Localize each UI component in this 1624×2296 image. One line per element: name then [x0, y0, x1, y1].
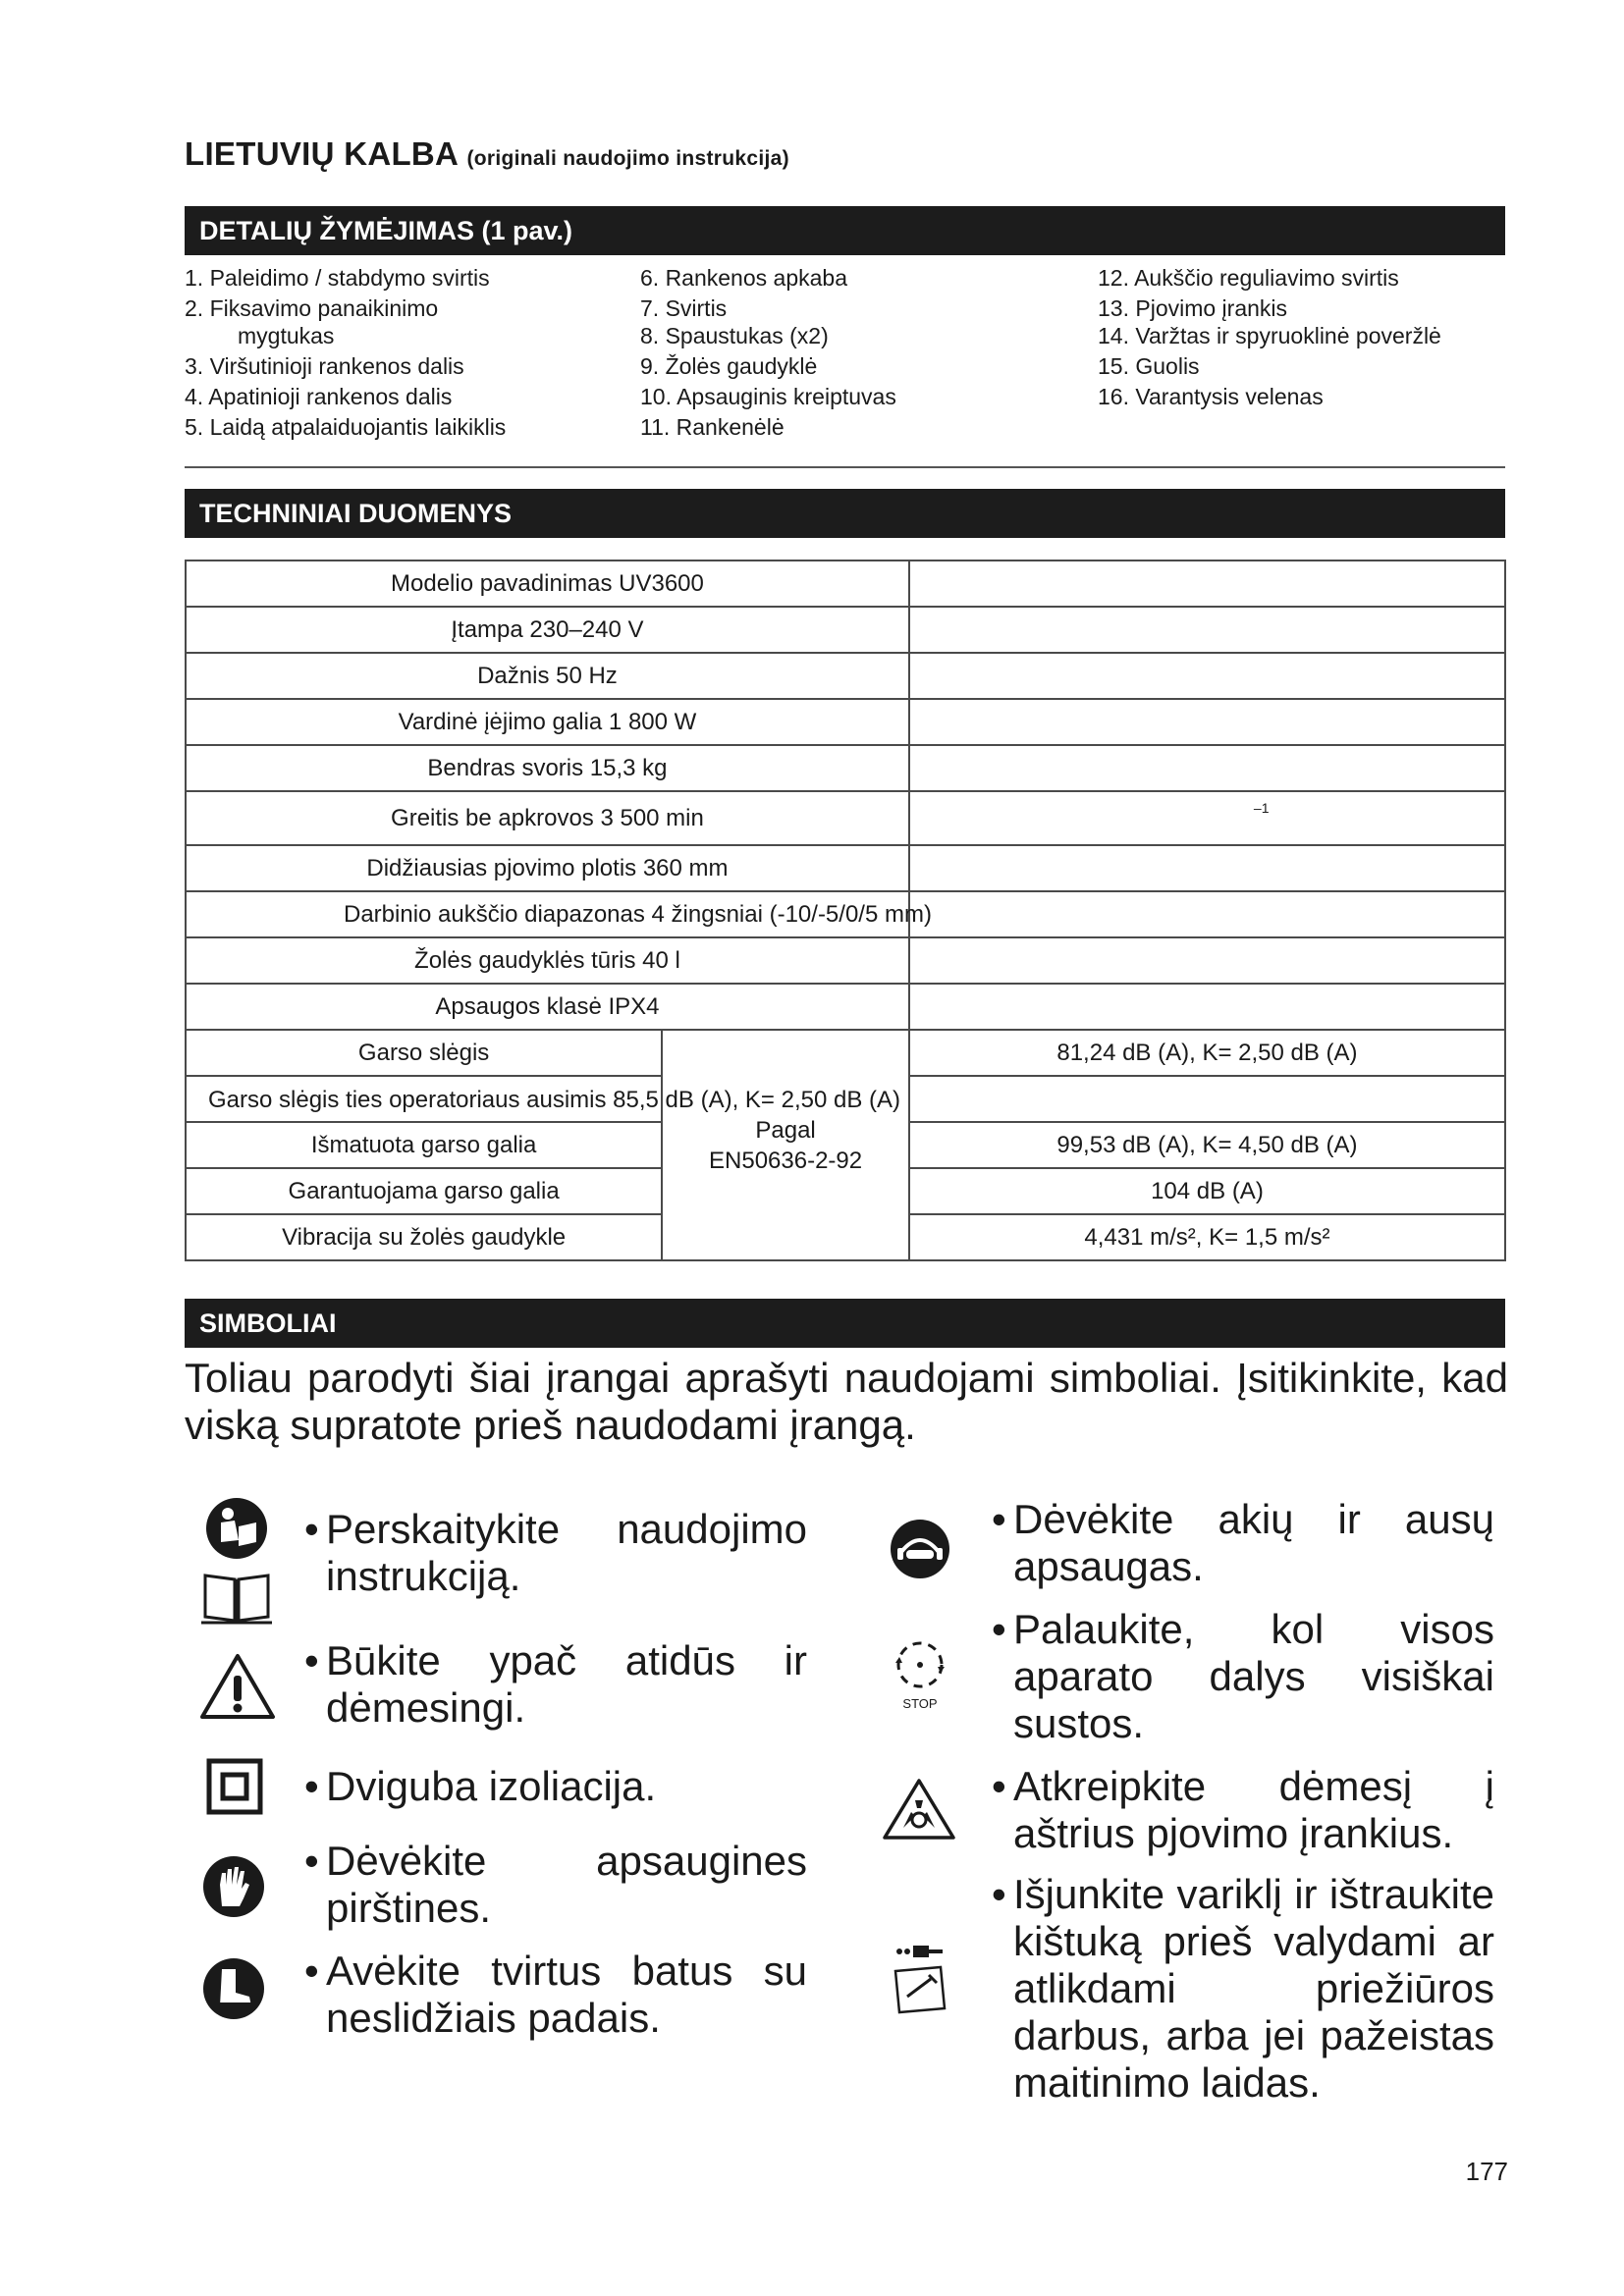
boots-icon	[202, 1957, 265, 2020]
warning-triangle-icon	[199, 1652, 276, 1721]
noise-label: Garantuojama garso galia	[186, 1168, 662, 1214]
symbol-caution	[295, 1637, 807, 1732]
noise-value: 81,24 dB (A), K= 2,50 dB (A)	[909, 1030, 1505, 1076]
symbol-boots	[295, 1948, 807, 2042]
language-subtitle: (originali naudojimo instrukcija)	[466, 147, 789, 170]
symbol-text: Dviguba izoliacija.	[326, 1763, 657, 1809]
noise-value: 99,53 dB (A), K= 4,50 dB (A)	[909, 1122, 1505, 1168]
noise-label	[186, 1076, 900, 1122]
double-insulation-icon	[206, 1758, 263, 1815]
unplug-icon	[892, 1942, 950, 2014]
symbols-heading: SIMBOLIAI	[185, 1299, 1505, 1348]
stop-label: STOP	[902, 1696, 938, 1711]
noise-label: Vibracija su žolės gaudykle	[186, 1214, 662, 1260]
spec-cell: Bendras svoris 15,3 kg	[186, 745, 909, 791]
noise-value	[909, 1076, 1505, 1122]
table-row	[186, 937, 1505, 984]
symbol-text: Dėvėkite apsaugines pirštines.	[326, 1838, 807, 1931]
symbol-text: Perskaitykite naudojimo instrukciją.	[326, 1506, 807, 1599]
spec-cell: Žolės gaudyklės tūris 40 l	[186, 937, 909, 984]
gloves-icon	[202, 1855, 265, 1918]
spec-empty-cell	[909, 561, 1505, 607]
part-item: 8. Spaustukas (x2)	[640, 323, 829, 348]
symbol-text: Palaukite, kol visos aparato dalys visiškai sustos.	[1013, 1606, 1494, 1746]
spec-cell: Įtampa 230–240 V	[186, 607, 909, 653]
spec-empty-cell	[909, 937, 1505, 984]
spec-empty-cell	[909, 607, 1505, 653]
part-item: 6. Rankenos apkaba	[640, 265, 847, 291]
bullet: •	[992, 1763, 1006, 1809]
spec-cell: Vardinė įėjimo galia 1 800 W	[186, 699, 909, 745]
symbol-text: Avėkite tvirtus batus su neslidžiais padais.	[326, 1948, 807, 2041]
table-row	[186, 791, 1505, 845]
standard-line-1: Pagal	[755, 1116, 816, 1144]
symbol-text: Dėvėkite akių ir ausų apsaugas.	[1013, 1496, 1494, 1589]
table-row	[186, 745, 1505, 791]
table-row	[186, 845, 1505, 891]
height-range-text: Darbinio aukščio diapazonas 4 žingsniai (-10/-5/0/5 mm)	[344, 900, 932, 928]
stop-wait-icon	[888, 1637, 952, 1712]
bullet: •	[304, 1763, 319, 1809]
part-item: 2. Fiksavimo panaikinimo	[185, 295, 439, 321]
part-item: 14. Varžtas ir spyruoklinė poveržlė	[1098, 323, 1441, 348]
language-title: LIETUVIŲ KALBA	[185, 135, 458, 172]
spec-cell: Apsaugos klasė IPX4	[186, 984, 909, 1030]
noise-label: Išmatuota garso galia	[186, 1122, 662, 1168]
symbol-unplug	[982, 1871, 1494, 2107]
tech-heading: TECHNINIAI DUOMENYS	[185, 489, 1505, 538]
symbol-text: Išjunkite variklį ir ištraukite kištuką prieš valydami ar atlikdami priežiūros darbus, arba jei pažeistas maitinimo laidas.	[1013, 1871, 1494, 2106]
standard-line-2: EN50636-2-92	[709, 1147, 863, 1174]
table-row	[186, 1030, 1505, 1076]
parts-column-1	[185, 263, 506, 443]
speed-unit-superscript: –1	[909, 791, 1505, 845]
noise-value: 104 dB (A)	[909, 1168, 1505, 1214]
table-row	[186, 699, 1505, 745]
parts-heading: DETALIŲ ŽYMĖJIMAS (1 pav.)	[185, 206, 1505, 255]
spec-cell	[186, 891, 932, 937]
bullet: •	[304, 1506, 319, 1552]
part-item: 3. Viršutinioji rankenos dalis	[185, 353, 464, 379]
part-item: 16. Varantysis velenas	[1098, 384, 1324, 409]
bullet: •	[304, 1948, 319, 1994]
part-item: 12. Aukščio reguliavimo svirtis	[1098, 265, 1399, 291]
part-item: 4. Apatinioji rankenos dalis	[185, 384, 453, 409]
spec-table	[185, 560, 1506, 1261]
symbol-read-manual	[295, 1506, 807, 1600]
part-item: 1. Paleidimo / stabdymo svirtis	[185, 265, 490, 291]
spec-empty-cell	[909, 891, 1505, 937]
part-item: 15. Guolis	[1098, 353, 1200, 379]
table-row	[186, 607, 1505, 653]
table-row	[186, 984, 1505, 1030]
spec-empty-cell	[909, 745, 1505, 791]
symbol-text: Atkreipkite dėmesį į aštrius pjovimo įrankius.	[1013, 1763, 1494, 1856]
symbol-double-insulation	[295, 1763, 807, 1810]
spec-empty-cell	[909, 653, 1505, 699]
page-number: 177	[1465, 2157, 1508, 2186]
symbol-wait-stop	[982, 1606, 1494, 1747]
section-divider	[185, 466, 1505, 468]
standard-cell	[662, 1030, 909, 1260]
parts-column-3	[1098, 263, 1441, 412]
spec-empty-cell	[909, 845, 1505, 891]
table-row	[186, 653, 1505, 699]
spec-cell: Greitis be apkrovos 3 500 min	[186, 791, 909, 845]
part-item: 9. Žolės gaudyklė	[640, 353, 818, 379]
part-item: 7. Svirtis	[640, 295, 728, 321]
page-title	[185, 135, 789, 173]
part-item: 5. Laidą atpalaiduojantis laikiklis	[185, 414, 507, 440]
part-item-continuation: mygtukas	[238, 323, 335, 348]
spec-cell: Modelio pavadinimas UV3600	[186, 561, 909, 607]
spec-cell: Dažnis 50 Hz	[186, 653, 909, 699]
bullet: •	[304, 1838, 319, 1884]
symbol-gloves	[295, 1838, 807, 1932]
part-item: 10. Apsauginis kreiptuvas	[640, 384, 896, 409]
symbols-intro: Toliau parodyti šiai įrangai aprašyti naudojami simboliai. Įsitikinkite, kad viską supratote prieš naudodami įrangą.	[185, 1355, 1508, 1448]
noise-value: 4,431 m/s², K= 1,5 m/s²	[909, 1214, 1505, 1260]
eye-ear-protection-icon	[890, 1519, 950, 1579]
symbol-eye-ear	[982, 1496, 1494, 1590]
read-manual-icon	[199, 1497, 274, 1627]
spec-empty-cell	[909, 984, 1505, 1030]
spec-cell: Didžiausias pjovimo plotis 360 mm	[186, 845, 909, 891]
noise-label: Garso slėgis	[186, 1030, 662, 1076]
bullet: •	[992, 1606, 1006, 1652]
table-row	[186, 891, 1505, 937]
spec-empty-cell	[909, 699, 1505, 745]
sharp-blades-warning-icon	[882, 1777, 956, 1842]
operator-noise-text: Garso slėgis ties operatoriaus ausimis 85,5 dB (A), K= 2,50 dB (A)	[208, 1087, 900, 1113]
bullet: •	[992, 1496, 1006, 1542]
part-item: 11. Rankenėlė	[640, 414, 785, 440]
parts-column-2	[640, 263, 896, 443]
symbol-sharp-blades	[982, 1763, 1494, 1857]
part-item: 13. Pjovimo įrankis	[1098, 295, 1288, 321]
bullet: •	[992, 1871, 1006, 1917]
symbol-text: Būkite ypač atidūs ir dėmesingi.	[326, 1637, 807, 1731]
table-row	[186, 561, 1505, 607]
bullet: •	[304, 1637, 319, 1683]
